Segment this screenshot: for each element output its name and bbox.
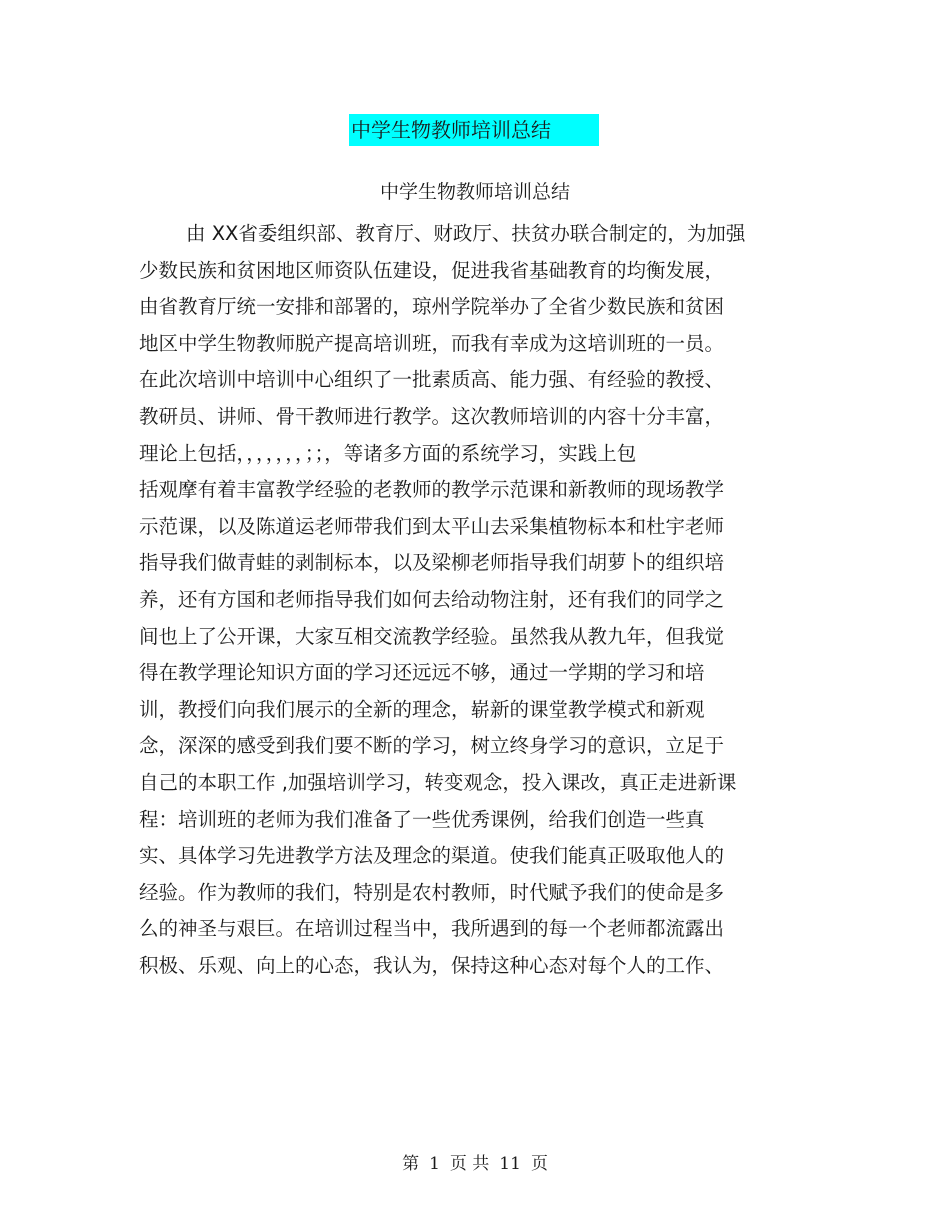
- footer-total-pages: 11: [499, 1154, 521, 1174]
- body-line: 地区中学生物教师脱产提高培训班，而我有幸成为这培训班的一员。: [139, 331, 725, 355]
- body-line: 在此次培训中培训中心组织了一批素质高、能力强、有经验的教授、: [139, 368, 725, 392]
- body-line: 养，还有方国和老师指导我们如何去给动物注射，还有我们的同学之: [139, 587, 725, 611]
- body-line: 经验。作为教师的我们，特别是农村教师，时代赋予我们的使命是多: [139, 880, 725, 904]
- document-body: [139, 216, 799, 984]
- body-line: 程：培训班的老师为我们准备了一些优秀课例，给我们创造一些真: [139, 807, 705, 831]
- body-line: 么的神圣与艰巨。在培训过程当中，我所遇到的每一个老师都流露出: [139, 917, 725, 941]
- body-line: 间也上了公开课，大家互相交流教学经验。虽然我从教九年，但我觉: [139, 624, 725, 648]
- body-line: 少数民族和贫困地区师资队伍建设，促进我省基础教育的均衡发展，: [139, 258, 725, 282]
- body-line: 指导我们做青蛙的剥制标本，以及梁柳老师指导我们胡萝卜的组织培: [139, 551, 725, 575]
- footer-suffix: 页: [530, 1154, 548, 1174]
- body-line: 由 XX省委组织部、教育厅、财政厅、扶贫办联合制定的，为加强: [186, 222, 746, 245]
- footer-middle: 页 共: [449, 1154, 490, 1174]
- body-line: 示范课，以及陈道运老师带我们到太平山去采集植物标本和杜宇老师: [139, 514, 725, 538]
- body-line: 括观摩有着丰富教学经验的老教师的教学示范课和新教师的现场教学: [139, 478, 725, 502]
- body-line: 实、具体学习先进教学方法及理念的渠道。使我们能真正吸取他人的: [139, 844, 725, 868]
- body-line: 理论上包括，，，，，，，；；，等诸多方面的系统学习，实践上包: [139, 441, 637, 465]
- body-line: 自己的本职工作 ,加强培训学习，转变观念，投入课改，真正走进新课: [139, 770, 737, 794]
- body-line: 教研员、讲师、骨干教师进行教学。这次教师培训的内容十分丰富，: [139, 404, 725, 428]
- body-line: 积极、乐观、向上的心态，我认为，保持这种心态对每个人的工作、: [139, 953, 725, 977]
- body-line: 由省教育厅统一安排和部署的，琼州学院举办了全省少数民族和贫困: [139, 295, 725, 319]
- body-line: 念，深深的感受到我们要不断的学习，树立终身学习的意识，立足于: [139, 734, 725, 758]
- page-footer: [0, 1150, 950, 1178]
- body-line: 得在教学理论知识方面的学习还远远不够，通过一学期的学习和培: [139, 661, 705, 685]
- document-title: 中学生物教师培训总结: [349, 114, 599, 146]
- footer-prefix: 第: [402, 1154, 420, 1174]
- footer-page-number: 1: [429, 1154, 440, 1174]
- body-line: 训，教授们向我们展示的全新的理念，崭新的课堂教学模式和新观: [139, 697, 705, 721]
- document-subtitle: 中学生物教师培训总结: [379, 181, 570, 203]
